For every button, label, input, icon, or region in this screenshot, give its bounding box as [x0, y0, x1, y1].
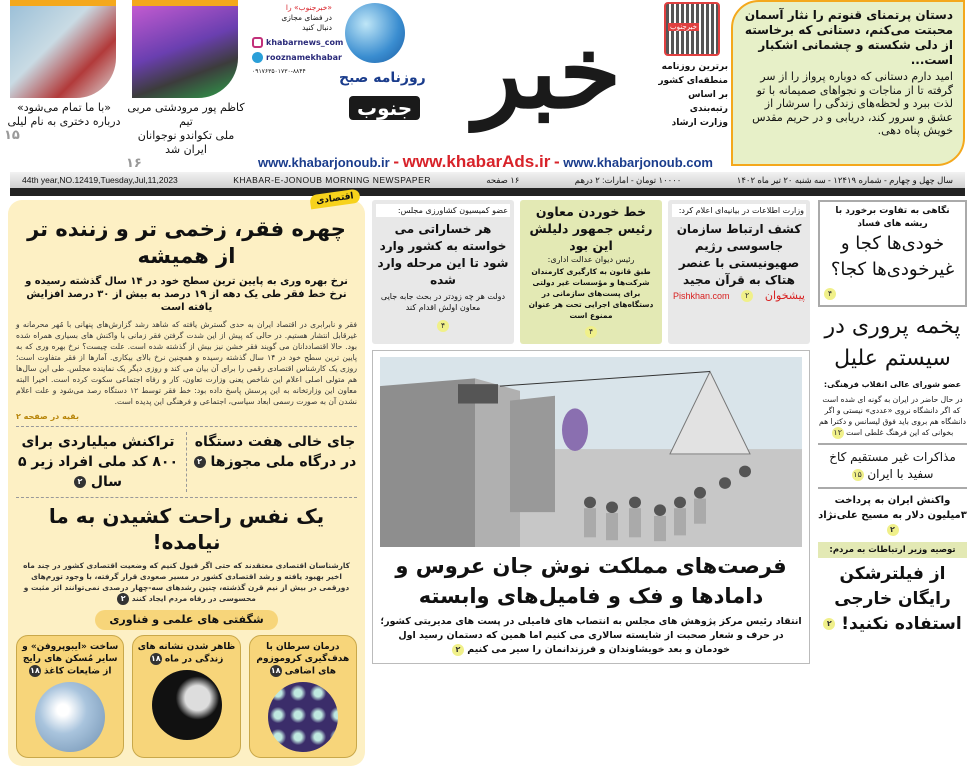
box-headline: کشف ارتباط سازمان جاسوسی رژیم صهیونیستی با عنصر هتاک به قرآن مجید [676, 222, 802, 287]
science-item[interactable] [249, 635, 357, 758]
cartoon-image [380, 357, 802, 547]
divider [818, 443, 967, 445]
divider [16, 497, 357, 498]
story-alinejad[interactable] [818, 493, 967, 538]
story-headline: تراکنش میلیاردی برای ۸۰۰ کد ملی افراد زیر ۵ سال [17, 434, 179, 490]
url-link[interactable]: www.khabarjonoub.ir [258, 155, 390, 170]
issue-info-english: 44th year,NO.12419,Tuesday,Jul,11,2023 [22, 175, 178, 185]
middle-boxes-row [372, 200, 810, 344]
story-body-text: در حال حاضر در ایران به گونه ای شده است که اگر دانشگاه نروی «عددی» نیستی و اگر دانشگاه هم بروی باید فوق لیسانس و دکترا هم بخوانی که این فرهنگ غلطی است [819, 395, 966, 437]
economy-subhead: نرخ بهره وری به پایین ترین سطح خود در ۱۴ سال گذشته رسیده و نرخ خط فقر طی یک دهه از ۱۹ درصد به بیش از ۳۰ درصد افزایش یافته است [25, 276, 348, 313]
story-headline-whitehouse: مذاکرات غیر مستقیم کاخ سفید با ایران [829, 450, 956, 481]
watermark: Pishkhan.com [673, 290, 730, 301]
news-box-vice-president[interactable] [520, 200, 662, 344]
item-title: ساخت «ایبوپروفن» و سایر مُسکن های رایج از ضایعات کاغذ [22, 642, 119, 677]
science-section-title[interactable] [95, 610, 277, 630]
item-title: درمان سرطان با هدف‌گیری کروموزوم های اضافی [256, 642, 350, 677]
kicker: وزارت اطلاعات در بیانیه‌ای اعلام کرد: [672, 204, 806, 217]
story-transactions[interactable] [16, 432, 180, 492]
science-items [16, 635, 357, 758]
story-whitehouse[interactable] [818, 449, 967, 483]
cartoon-sub-text: انتقاد رئیس مرکز پژوهش های مجلس به انتصاب های فامیلی در پست های مدیریتی کشور؛ در حرف و شعار صحبت از شایسته سالاری می کنیم اما همین که دستمان رسید اول خودمان و بعد خویشاوندان و فرزندانمان را سیر می کنیم [380, 616, 802, 655]
qr-label: خبرجنوب [670, 23, 697, 31]
economy-section [8, 200, 365, 766]
item-title: ظاهر شدن نشانه های زندگی در ماه [137, 642, 236, 665]
cartoon-sub [380, 615, 802, 657]
body-text: کارشناسان اقتصادی معتقدند که حتی اگر قبول کنیم که وضعیت اقتصادی کشور در چند ماه اخیر بهبود یافته و رشد اقتصادی کشور در مسیر صعودی قرار گرفته، با وجود تورم‌های دورقمی در بیش از نیم قرن گذشته، چنین رشدهای سه-چهار درصدی نمی‌توانند اثر مثبت و محسوسی در رفاه مردم ایجاد کنند [23, 561, 350, 603]
qr-code[interactable] [664, 2, 720, 56]
ranking-note [652, 60, 728, 130]
cartoon-story[interactable] [372, 350, 810, 664]
photo-story-2-image[interactable] [132, 0, 238, 98]
science-image [152, 670, 222, 740]
story-headline-alinejad: واکنش ایران به پرداخت ۳میلیون دلار به مسیح علی‌نژاد [818, 495, 967, 521]
logo-tagline: روزنامه صبح [339, 70, 426, 86]
price: ۱۰۰۰۰ تومان - امارات: ۲ درهم [574, 174, 682, 185]
globe-icon [345, 3, 405, 63]
box-headline: هر خساراتی می خواسته به کشور وارد شود تا این مرحله وارد شده [377, 222, 509, 287]
page-number: ۲ [74, 476, 86, 488]
page-number: ۱۸ [150, 654, 161, 663]
prayer-quote-box [731, 0, 965, 166]
economy-body: فقر و نابرابری در اقتصاد ایران به حدی گسترش یافته که شاهد رشد گزارش‌های پنهانی با مُهر محرمانه و غیرقابل انتشار هستیم. در حالی که پیش از این شدت گرفتن فقر زمانی با واکنش های بسیاری همراه شده بود. حالا اقتصاددانان می گویند فقر خشن نیز بیش از گذشته شده است. علت چیست؟ نرخ بهره وری که به پایین ترین سطح خود در ۱۴ سال گذشته رسیده و همچنین نرخ بالای بیکاری. آمارها از فقر متفاوت است؛ روزی یک کارشناس اقتصادی رقمی را برای آن بیان می کند و روزی دیگر یک نماینده مجلس. طی این سال‌ها هم متولی اصلی اعلام این شاخص یعنی وزارت تعاون، کار و رفاه اجتماعی سکوت کرده است. اخیرا البته معاون این وزارتخانه به این پرسش پاسخ داده بود: خط فقر توسط ۱۲ دستگاه رصد می‌شود و علت اعلام نشدن آن به صورت رسمی ابعاد سیاسی، اجتماعی و فرهنگی این پدیده است. [16, 320, 357, 406]
page-number: ۴ [824, 288, 836, 300]
box-headline: خط خوردن معاون رئیس جمهور دلیلش این بود [529, 204, 653, 253]
story-body [818, 394, 967, 439]
page-number: ۲ [452, 644, 464, 656]
story-headline-vpn: از فیلترشکن رایگان خارجی استفاده نکنید! [834, 564, 962, 634]
kicker: عضو شورای عالی انقلاب فرهنگی: [823, 380, 962, 389]
page-number: ۱۸ [270, 666, 281, 675]
page-number: ۱۸ [29, 666, 40, 675]
divider [10, 188, 965, 196]
telegram-icon [252, 52, 263, 63]
story-headline: جای خالی هفت دستگاه در درگاه ملی مجوزها [194, 434, 357, 470]
social-intro: دنبال کنید [302, 23, 332, 32]
science-image [35, 682, 105, 752]
phone-number: ۰۹۱۷۶۳۵۰۱۷۳۰-۸۸۴۴ [252, 68, 306, 75]
economy-headline[interactable]: چهره فقر، زخمی تر و زننده تر از همیشه [27, 217, 346, 268]
photo-story-1[interactable] [4, 101, 124, 143]
logo-main: خبر [473, 13, 622, 131]
page-number: ۲ [117, 593, 129, 605]
section-badge: اقتصادی [309, 189, 360, 210]
url-link[interactable]: www.khabarjonoub.com [563, 155, 713, 170]
box-sub: طبق قانون به کارگیری کارمندان شرکت‌ها و مؤسسات غیر دولتی برای پست‌های سازمانی در دستگاه‌های اجرایی تحت هر عنوان ممنوع است [528, 267, 654, 320]
kicker: توصیه وزیر ارتباطات به مردم: [818, 542, 967, 558]
story-headline-education[interactable]: پخمه پروری در سیستم علیل [824, 314, 961, 371]
instagram-icon [252, 37, 263, 48]
economy-headline-2[interactable]: یک نفس راحت کشیدن به ما نیامده! [48, 504, 325, 554]
newspaper-name-english: KHABAR-E-JONOUB MORNING NEWSPAPER [233, 175, 431, 185]
telegram-link[interactable] [252, 52, 342, 63]
section-title: شگفتی های علمی و فناوری [109, 613, 264, 626]
separator: - [553, 152, 560, 171]
ranking-line: برترین روزنامه [661, 62, 728, 72]
right-column [818, 200, 967, 637]
cartoon-headline[interactable]: فرصت‌های مملکت نوش جان عروس و دامادها و فک و فامیل‌های وابسته [395, 554, 787, 608]
middle-column [372, 200, 810, 664]
page-number: ۲ [194, 456, 206, 468]
page-number: ۴ [437, 320, 449, 332]
news-box-espionage[interactable] [668, 200, 810, 344]
science-item[interactable] [132, 635, 240, 758]
caption-line: درباره دختری به نام لیلی [7, 115, 121, 128]
caption-line: کاظم پور مرودشتی مربی تیم [127, 101, 245, 128]
telegram-handle: rooznamekhabar [266, 52, 342, 62]
divider [186, 432, 187, 492]
box-headline: خودی‌ها کجا و غیرخودی‌ها کجا؟ [830, 233, 955, 280]
ranking-line: رتبه‌بندی [689, 104, 728, 114]
economy-body-2 [16, 560, 357, 605]
ranking-line: بر اساس [688, 90, 728, 100]
kicker: نگاهی به تفاوت برخورد با ریشه های فساد [835, 206, 950, 229]
continued-link[interactable]: بقیه در صفحه ۲ [16, 412, 79, 421]
kicker: رئیس دیوان عدالت اداری: [547, 255, 635, 264]
box-sub: دولت هر چه زودتر در بحث جابه جایی معاون اولش اقدام کند [380, 292, 506, 312]
ranking-line: منطقه‌ای کشور [658, 76, 728, 86]
page-number: ۲ [823, 618, 835, 630]
science-item[interactable] [16, 635, 124, 758]
divider [818, 487, 967, 489]
issue-info-persian: سال چهل و چهارم - شماره ۱۲۴۱۹ - سه شنبه ۲۰ تیر ماه ۱۴۰۲ [736, 174, 953, 185]
logo-sub: جنوب [349, 96, 420, 120]
issue-info-bar [10, 172, 965, 188]
story-licenses[interactable] [193, 432, 357, 492]
economy-stories-row [16, 432, 357, 492]
ranking-line: وزارت ارشاد [671, 118, 728, 128]
social-intro: در فضای مجازی [281, 13, 332, 22]
page-number: ۱۲ [833, 428, 843, 437]
story-vpn[interactable] [818, 562, 967, 637]
caption-line: «با ما تمام می‌شود» [16, 101, 112, 114]
right-box-corruption[interactable] [818, 200, 967, 307]
watermark: پیشخوان [764, 289, 805, 302]
social-box [252, 3, 344, 77]
social-intro: «خبرجنوب» را [285, 3, 332, 12]
science-image [268, 682, 338, 752]
page-number: ۱۵ [4, 128, 20, 143]
quote-text: امید دارم دستانی که دوباره پرواز را از سر گرفته تا از مناجات و نجواهای صمیمانه با تو لذت ببرد و لحظه‌های زندگی را سرشار از عشق و سرور کند، دریابی و در حریم مقدس خویش پناه دهی. [752, 70, 953, 137]
page-number: ۲ [741, 290, 753, 302]
divider [16, 426, 357, 427]
page-number: ۲ [887, 524, 899, 536]
website-urls [258, 152, 713, 172]
instagram-handle: khabarnews_com [266, 37, 344, 47]
page-number: ۴ [585, 326, 597, 338]
photo-story-1-image[interactable] [10, 0, 116, 98]
quote-bold: دستان پرتمنای قنوتم را نثار آسمان محبتت می‌کنم، دستانی که برخاسته از دلی شکسته و چشمانی اشکبار است... [744, 8, 953, 67]
page-count: ۱۶ صفحه [486, 174, 520, 185]
page-number: ۱۶ [126, 156, 142, 171]
page-number: ۱۵ [853, 469, 862, 479]
caption-line: ملی تکواندو نوجوانان ایران شد [137, 129, 235, 156]
kicker: عضو کمیسیون کشاورزی مجلس: [376, 204, 510, 217]
separator: - [393, 152, 399, 171]
news-box-agriculture[interactable] [372, 200, 514, 344]
url-link[interactable]: www.khabarAds.ir [402, 152, 551, 171]
photo-story-2[interactable] [126, 101, 246, 171]
instagram-link[interactable] [252, 37, 344, 48]
newspaper-logo[interactable] [335, 0, 645, 150]
